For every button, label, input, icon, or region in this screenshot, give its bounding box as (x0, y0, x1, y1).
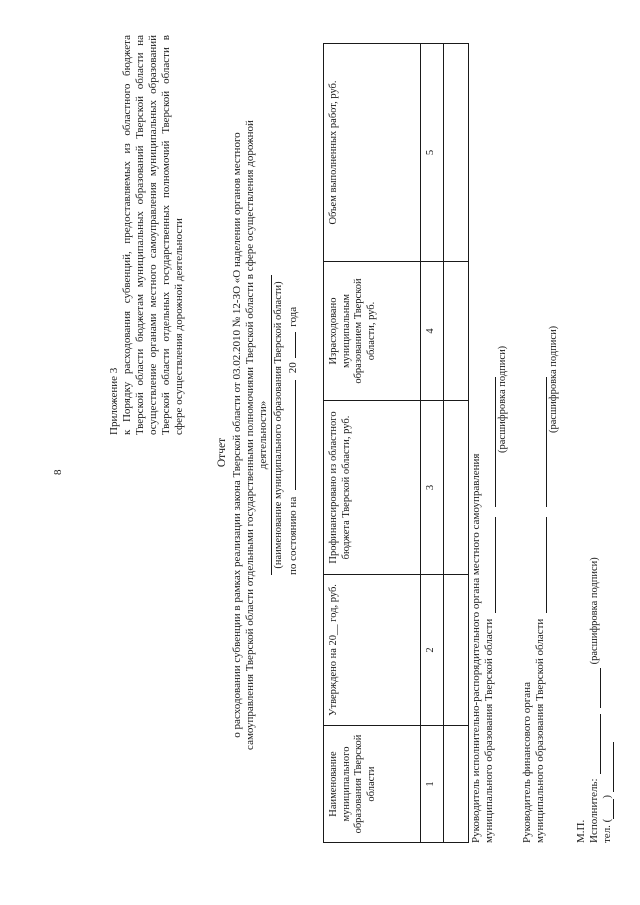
as-of-suffix: года (287, 306, 299, 327)
head-exec-title: Руководитель исполнительно-распорядительного органа местного самоуправления (470, 453, 482, 843)
page-number: 8 (52, 469, 64, 475)
header-work-volume: Объем выполненных работ, руб. (324, 44, 421, 262)
table-cell (444, 44, 469, 262)
col-number: 1 (421, 726, 444, 843)
table-cell (444, 401, 469, 575)
executor-signature-line (590, 714, 601, 774)
executor-caption: (расшифровка подписи) (589, 557, 600, 665)
head-exec-org: муниципального образования Тверской области (483, 618, 495, 843)
head-exec-signature-line (485, 517, 496, 613)
appendix-heading: Приложение 3 (108, 367, 120, 435)
report-table (323, 43, 469, 843)
report-title: Отчет (216, 437, 228, 468)
head-exec-name-line (485, 377, 496, 507)
table-cell (444, 726, 469, 843)
head-fin-title: Руководитель финансового органа (521, 682, 533, 843)
as-of-blank-year (285, 332, 296, 358)
table-cell (444, 575, 469, 726)
as-of-date-line (285, 245, 300, 575)
header-approved: Утверждено на 20__ год, руб. (324, 575, 421, 726)
col-number: 2 (421, 575, 444, 726)
phone-label: тел. ( (601, 818, 613, 843)
as-of-century: 20 (287, 362, 299, 374)
phone-close: ) (601, 794, 613, 799)
head-fin-caption: (расшифровка подписи) (548, 325, 559, 433)
head-exec-block (470, 203, 509, 843)
as-of-prefix: по состоянию на (287, 496, 299, 575)
col-number: 4 (421, 262, 444, 401)
header-financed: Профинансировано из областного бюджета Тверской области, руб. (324, 401, 421, 575)
head-fin-name-line (536, 377, 547, 507)
col-number: 5 (421, 44, 444, 262)
head-fin-signature-line (536, 517, 547, 613)
municipality-caption: (наименование муниципального образования Тверской области) (273, 281, 284, 569)
as-of-blank-date (285, 380, 296, 490)
header-municipality: Наименование муниципального образования Тверской области (324, 726, 421, 843)
head-exec-sign-row (483, 203, 496, 843)
table-header-row (324, 44, 421, 843)
col-number: 3 (421, 401, 444, 575)
phone-number-line (603, 742, 614, 792)
executor-block (575, 203, 614, 843)
table-cell (444, 262, 469, 401)
table-row (444, 44, 469, 843)
head-fin-sign-row (534, 203, 547, 843)
executor-row (588, 203, 601, 843)
executor-name-line (590, 668, 601, 708)
header-spent: Израсходовано муниципальным образованием Тверской области, руб. (324, 262, 421, 401)
executor-label: Исполнитель: (588, 778, 600, 843)
stamp-mark: М.П. (575, 819, 587, 843)
table-row (421, 44, 444, 843)
phone-code-line (603, 799, 614, 819)
report-description: о расходовании субвенции в рамках реализации закона Тверской области от 03.02.2010 № 12-ЗО «О наделении органов местного самоуправления Тверской области отдельными государственными полномочиями Тверской области в сфере осуществления дорожной деятельности» (231, 120, 269, 750)
head-fin-org: муниципального образования Тверской области (534, 618, 546, 843)
phone-row (601, 203, 614, 843)
head-fin-block (521, 203, 560, 843)
head-exec-caption: (расшифровка подписи) (497, 345, 508, 453)
appendix-body: к Порядку расходования субвенций, предоставляемых из областного бюджета Тверской области бюджетам муниципальных образований Тверской области на осуществление органами местного самоуправления муниципальных образований Тверской области отдельных государственных полномочий Тверской области в сфере осуществления дорожной деятельности (121, 35, 185, 435)
appendix-block (108, 35, 186, 435)
